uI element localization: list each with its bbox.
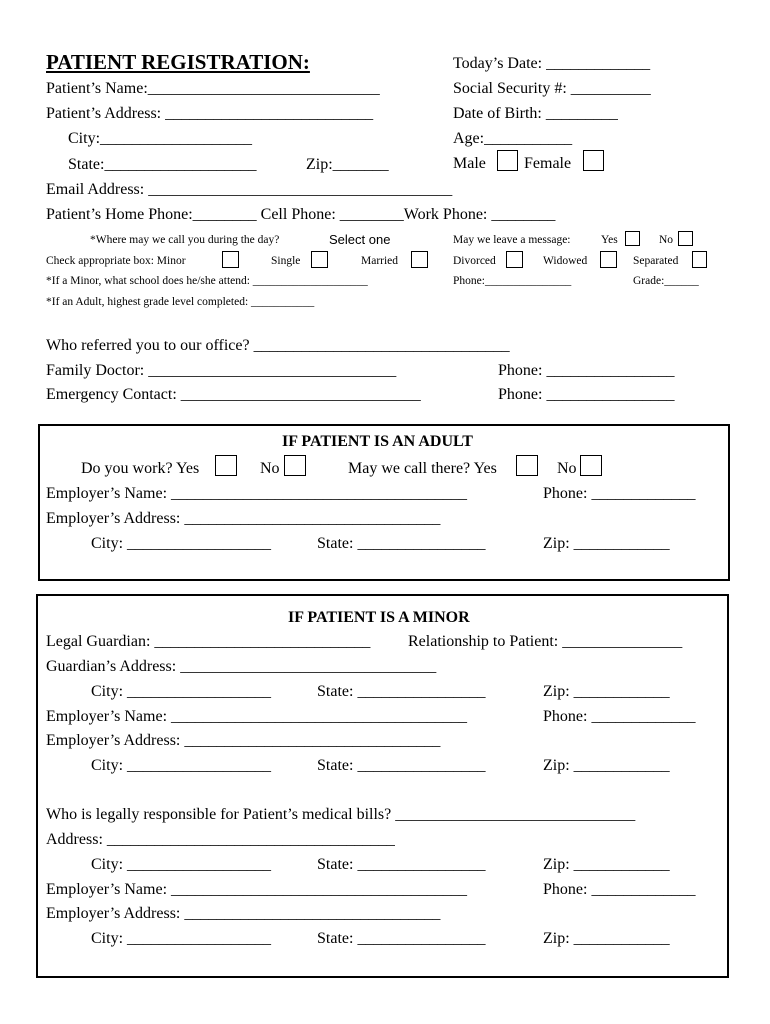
work-yes-checkbox[interactable] (215, 455, 237, 476)
adult-grade-field[interactable]: *If an Adult, highest grade level completed: ___________ (46, 296, 315, 308)
minor-checkbox[interactable] (222, 251, 239, 268)
divorced-label: Divorced (453, 255, 496, 267)
widowed-checkbox[interactable] (600, 251, 617, 268)
minor-school-field[interactable]: *If a Minor, what school does he/she attend: ____________________ (46, 275, 368, 287)
adult-employer-name-field[interactable]: Employer’s Name: _____________________________________ (46, 485, 468, 502)
work-yes-label: Do you work? Yes (81, 460, 200, 477)
guardian-employer-name-field[interactable]: Employer’s Name: _____________________________________ (46, 708, 468, 725)
married-label: Married (361, 255, 399, 267)
adult-state-field[interactable]: State: ________________ (317, 535, 486, 552)
separated-label: Separated (633, 255, 679, 267)
female-label: Female (524, 155, 572, 172)
adult-zip-field[interactable]: Zip: ____________ (543, 535, 670, 552)
call-note: *Where may we call you during the day? (90, 234, 280, 246)
patient-city-field[interactable]: City:___________________ (68, 130, 253, 147)
call-there-no-label: No (557, 460, 577, 477)
responsible-zip-field[interactable]: Zip: ____________ (543, 856, 670, 873)
call-there-no-checkbox[interactable] (580, 455, 602, 476)
male-label: Male (453, 155, 486, 172)
call-there-yes-checkbox[interactable] (516, 455, 538, 476)
emergency-phone-field[interactable]: Phone: ________________ (498, 386, 675, 403)
phones-field[interactable]: Patient’s Home Phone:________ Cell Phone: ________Work Phone: ________ (46, 206, 556, 223)
guardian-city-field[interactable]: City: __________________ (91, 683, 272, 700)
patient-zip-field[interactable]: Zip:_______ (306, 156, 389, 173)
emergency-contact-field[interactable]: Emergency Contact: ______________________________ (46, 386, 421, 403)
adult-city-field[interactable]: City: __________________ (91, 535, 272, 552)
responsible-employer-address-field[interactable]: Employer’s Address: ________________________________ (46, 905, 441, 922)
responsible-address-field[interactable]: Address: ____________________________________ (46, 831, 395, 848)
responsible-party-field[interactable]: Who is legally responsible for Patient’s medical bills? ______________________________ (46, 806, 636, 823)
single-checkbox[interactable] (311, 251, 328, 268)
male-checkbox[interactable] (497, 150, 518, 171)
todays-date-field[interactable]: Today’s Date: _____________ (453, 55, 651, 72)
responsible-employer-phone-field[interactable]: Phone: _____________ (543, 881, 696, 898)
select-one-dropdown[interactable]: Select one (329, 232, 391, 247)
minor-heading: IF PATIENT IS A MINOR (288, 609, 470, 626)
grade-field[interactable]: Grade:______ (633, 275, 699, 287)
family-doctor-phone-field[interactable]: Phone: ________________ (498, 362, 675, 379)
patient-address-field[interactable]: Patient’s Address: __________________________ (46, 105, 374, 122)
school-phone-field[interactable]: Phone:_______________ (453, 275, 572, 287)
work-no-label: No (260, 460, 280, 477)
email-field[interactable]: Email Address: ______________________________________ (46, 181, 453, 198)
single-label: Single (271, 255, 301, 267)
call-there-yes-label: May we call there? Yes (348, 460, 497, 477)
leave-message-label: May we leave a message: (453, 234, 571, 246)
adult-heading: IF PATIENT IS AN ADULT (282, 433, 473, 450)
leave-message-yes-label: Yes (601, 234, 618, 246)
widowed-label: Widowed (543, 255, 588, 267)
guardian-employer-address-field[interactable]: Employer’s Address: ________________________________ (46, 732, 441, 749)
guardian-employer-phone-field[interactable]: Phone: _____________ (543, 708, 696, 725)
guardian-employer-state-field[interactable]: State: ________________ (317, 757, 486, 774)
separated-checkbox[interactable] (692, 251, 707, 268)
age-field[interactable]: Age:___________ (453, 130, 573, 147)
leave-message-yes-checkbox[interactable] (625, 231, 640, 246)
family-doctor-field[interactable]: Family Doctor: _______________________________ (46, 362, 397, 379)
leave-message-no-label: No (659, 234, 674, 246)
dob-field[interactable]: Date of Birth: _________ (453, 105, 618, 122)
relationship-field[interactable]: Relationship to Patient: _______________ (408, 633, 683, 650)
work-no-checkbox[interactable] (284, 455, 306, 476)
legal-guardian-field[interactable]: Legal Guardian: ___________________________ (46, 633, 371, 650)
female-checkbox[interactable] (583, 150, 604, 171)
patient-state-field[interactable]: State:___________________ (68, 156, 257, 173)
responsible-city-field[interactable]: City: __________________ (91, 856, 272, 873)
guardian-address-field[interactable]: Guardian’s Address: ________________________________ (46, 658, 437, 675)
responsible-employer-state-field[interactable]: State: ________________ (317, 930, 486, 947)
ssn-field[interactable]: Social Security #: __________ (453, 80, 651, 97)
referral-field[interactable]: Who referred you to our office? ________________________________ (46, 337, 510, 354)
check-box-label: Check appropriate box: Minor (46, 255, 186, 267)
guardian-employer-zip-field[interactable]: Zip: ____________ (543, 757, 670, 774)
form-title: PATIENT REGISTRATION: (46, 50, 310, 74)
guardian-zip-field[interactable]: Zip: ____________ (543, 683, 670, 700)
responsible-employer-zip-field[interactable]: Zip: ____________ (543, 930, 670, 947)
leave-message-no-checkbox[interactable] (678, 231, 693, 246)
responsible-employer-city-field[interactable]: City: __________________ (91, 930, 272, 947)
divorced-checkbox[interactable] (506, 251, 523, 268)
married-checkbox[interactable] (411, 251, 428, 268)
adult-employer-address-field[interactable]: Employer’s Address: ________________________________ (46, 510, 441, 527)
responsible-state-field[interactable]: State: ________________ (317, 856, 486, 873)
adult-employer-phone-field[interactable]: Phone: _____________ (543, 485, 696, 502)
patient-name-field[interactable]: Patient’s Name:_____________________________ (46, 80, 380, 97)
responsible-employer-name-field[interactable]: Employer’s Name: _____________________________________ (46, 881, 468, 898)
guardian-state-field[interactable]: State: ________________ (317, 683, 486, 700)
guardian-employer-city-field[interactable]: City: __________________ (91, 757, 272, 774)
